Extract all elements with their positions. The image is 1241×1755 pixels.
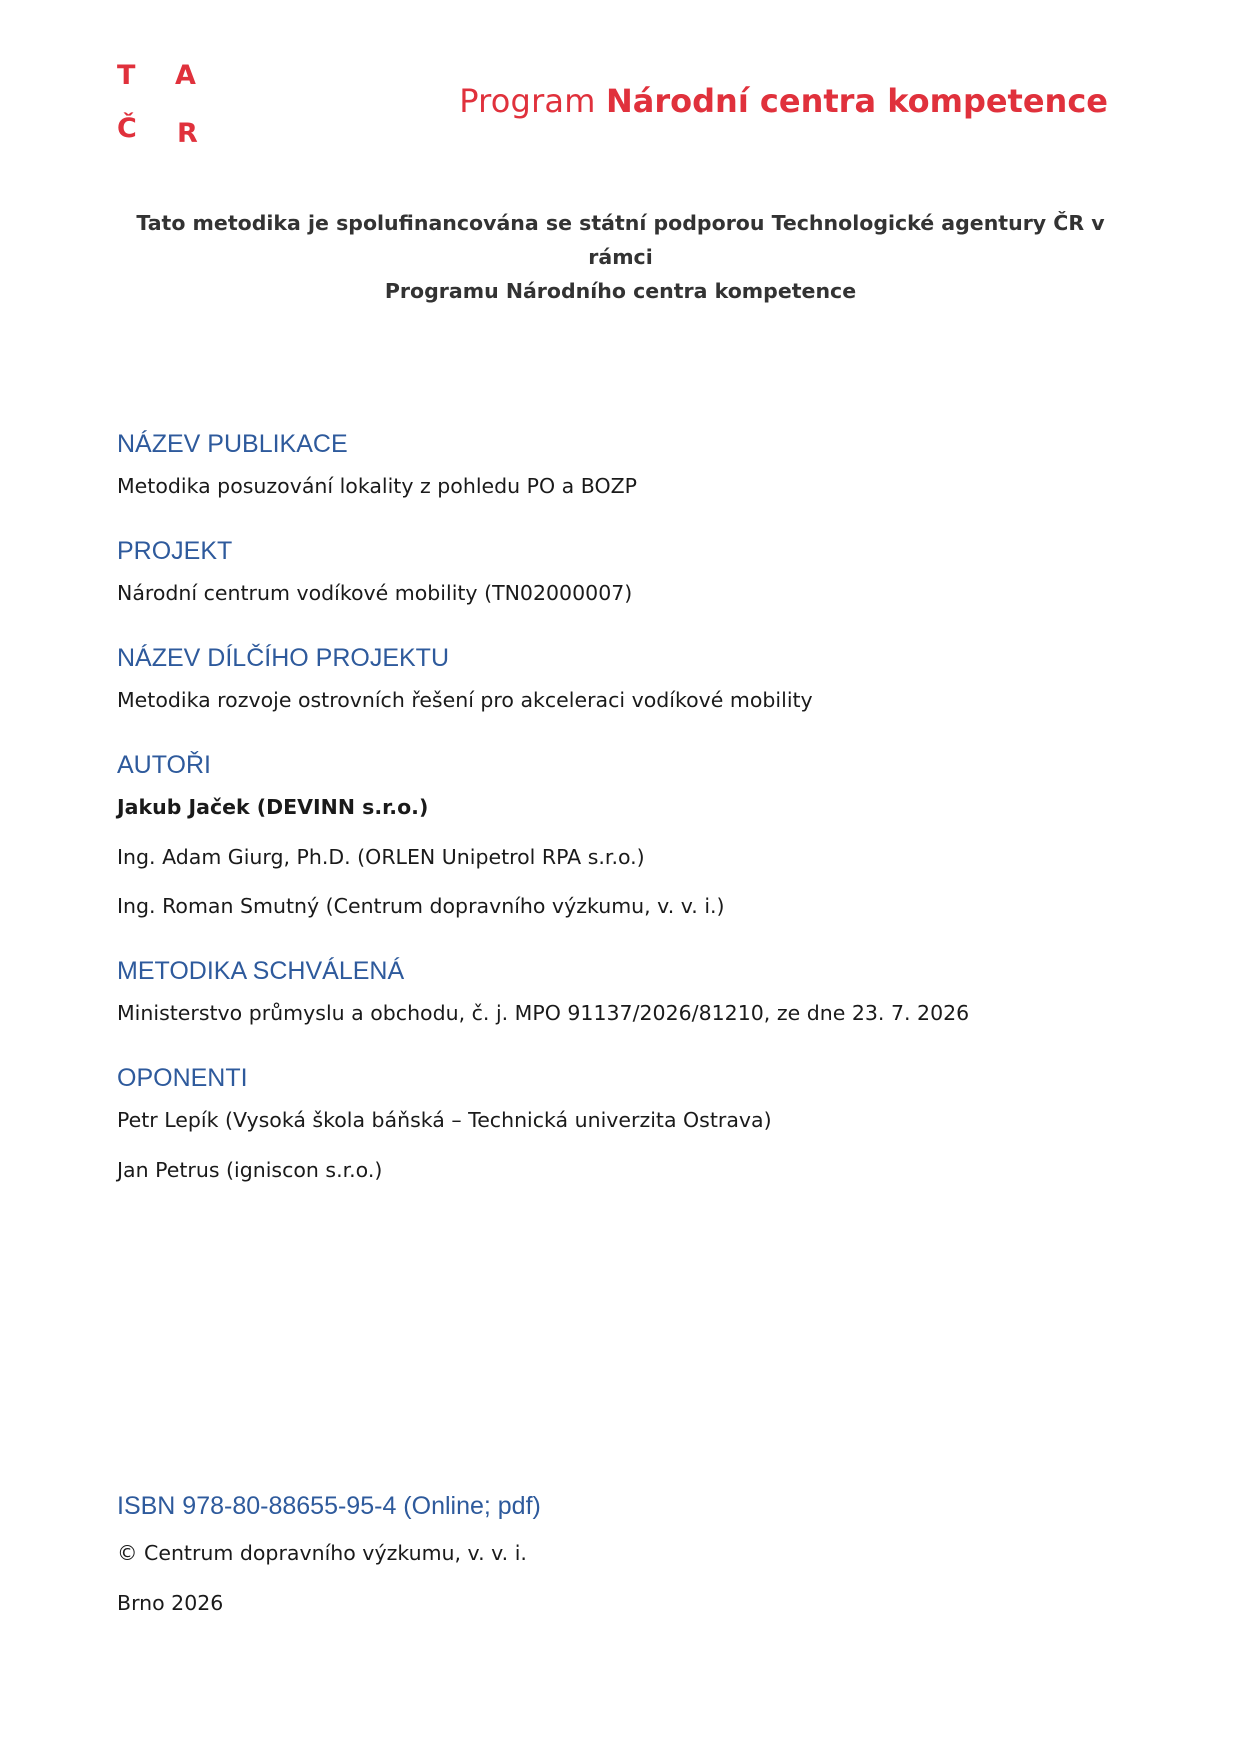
project-section: [117, 539, 1117, 604]
funding-statement: [117, 206, 1124, 308]
program-title: [459, 82, 1108, 120]
footer-section: [117, 1494, 1117, 1613]
logo-letter: R: [177, 118, 198, 149]
publication-section: [117, 432, 1117, 497]
section-heading: NÁZEV PUBLIKACE: [117, 430, 348, 458]
author-item: Ing. Adam Giurg, Ph.D. (ORLEN Unipetrol RPA s.r.o.): [117, 844, 645, 869]
section-heading: OPONENTI: [117, 1064, 248, 1092]
opponent-item: Petr Lepík (Vysoká škola báňská – Technická univerzita Ostrava): [117, 1108, 772, 1132]
tacr-logo: [117, 60, 207, 150]
logo-letter: A: [175, 60, 196, 91]
copyright: © Centrum dopravního výzkumu, v. v. i.: [117, 1541, 527, 1565]
funding-line: Tato metodika je spolufinancována se státní podporou Technologické agentury ČR v rámci: [136, 211, 1105, 269]
logo-letter: T: [117, 60, 136, 91]
section-heading: AUTOŘI: [117, 751, 211, 779]
opponent-item: Jan Petrus (igniscon s.r.o.): [117, 1157, 383, 1182]
author-item: Jakub Jaček (DEVINN s.r.o.): [117, 795, 429, 819]
section-heading: METODIKA SCHVÁLENÁ: [117, 957, 405, 985]
funding-line: Programu Národního centra kompetence: [384, 279, 857, 303]
isbn: ISBN 978-80-88655-95-4 (Online; pdf): [117, 1492, 541, 1520]
program-title-bold: Národní centra kompetence: [605, 82, 1108, 120]
section-heading: PROJEKT: [117, 537, 233, 565]
program-title-light: Program: [459, 82, 606, 120]
section-heading: NÁZEV DÍLČÍHO PROJEKTU: [117, 644, 449, 672]
subproject-section: [117, 646, 1117, 711]
place-year: Brno 2026: [117, 1590, 224, 1615]
authors-section: [117, 753, 1117, 917]
approval-section: [117, 959, 1117, 1024]
subproject-name: Metodika rozvoje ostrovních řešení pro akceleraci vodíkové mobility: [117, 688, 813, 712]
author-item: Ing. Roman Smutný (Centrum dopravního výzkumu, v. v. i.): [117, 894, 725, 918]
opponents-section: [117, 1066, 1117, 1180]
publication-title: Metodika posuzování lokality z pohledu PO a BOZP: [117, 474, 637, 498]
approval-text: Ministerstvo průmyslu a obchodu, č. j. MPO 91137/2026/81210, ze dne 23. 7. 2026: [117, 1001, 970, 1025]
logo-letter: Č: [117, 113, 137, 144]
project-name: Národní centrum vodíkové mobility (TN02000007): [117, 581, 633, 605]
